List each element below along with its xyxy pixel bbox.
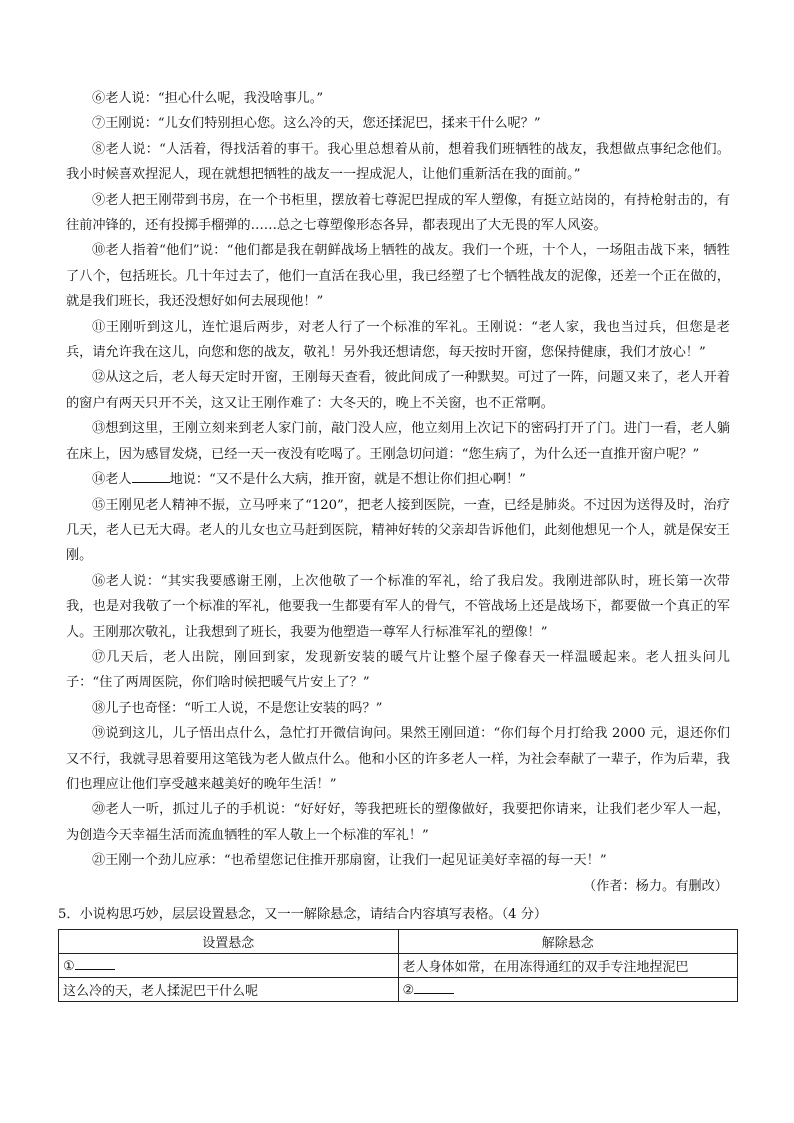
- paragraph-8: [66, 137, 730, 188]
- paragraph-number: ⑯: [92, 573, 106, 589]
- paragraph-number: ⑬: [92, 421, 106, 437]
- paragraph-text: 想到这里，王刚立刻来到老人家门前，敲门没人应，他立刻用上次记下的密码打开了门。进门一看，老人躺在床上，因为感冒发烧，已经一天一夜没有吃喝了。王刚急切问道：“您生病了，为什么还一直推开窗户呢？”: [66, 421, 730, 462]
- question-5: 5．小说构思巧妙，层层设置悬念，又一一解除悬念，请结合内容填写表格。（4 分）: [58, 907, 548, 922]
- table-cell-answer[interactable]: [59, 954, 399, 978]
- table-header: 解除悬念: [398, 930, 738, 954]
- paragraph-number: ⑰: [92, 649, 107, 665]
- paragraph-17: [66, 645, 730, 696]
- paragraph-text: 老人一听，抓过儿子的手机说：“好好好，等我把班长的塑像做好，我要把你请来，让我们老少军人一起，为创造今天幸福生活而流血牺牲的军人敬上一个标准的军礼！”: [66, 802, 730, 843]
- paragraph-number: ⑦: [92, 116, 106, 132]
- paragraph-18: [66, 696, 730, 721]
- paragraph-10: [66, 238, 730, 314]
- paragraph-text: 老人说：“其实我要感谢王刚，上次他敬了一个标准的军礼，给了我启发。我刚进部队时，班长第一次带我，也是对我敬了一个标准的军礼，他要我一生都要有军人的骨气，不管战场上还是战场下，都要做一个真正的军人。王刚那次敬礼，让我想到了班长，我要为他塑造一尊军人行标准军礼的塑像！”: [66, 573, 730, 640]
- table-cell: 这么冷的天，老人揉泥巴干什么呢: [59, 978, 399, 1002]
- paragraph-number: ⑨: [92, 192, 106, 208]
- paragraph-number: ⑪: [92, 319, 106, 335]
- paragraph-text: 王刚见老人精神不振，立马呼来了“120”，把老人接到医院，一查，已经是肺炎。不过因为送得及时，治疗几天，老人已无大碍。老人的儿女也立马赶到医院，精神好转的父亲却告诉他们，此刻他想见一个人，就是保安王刚。: [66, 497, 731, 564]
- paragraph-11: [66, 315, 730, 366]
- paragraph-6: [66, 86, 730, 111]
- table-cell: 老人身体如常，在用冻得通红的双手专注地捏泥巴: [398, 954, 738, 978]
- table-header: 设置悬念: [59, 930, 399, 954]
- author-credit: （作者：杨力。有删改）: [582, 878, 728, 894]
- paragraph-text: 说到这儿，儿子悟出点什么，急忙打开微信询问。果然王刚回道：“你们每个月打给我 2000 元，退还你们又不行，我就寻思着要用这笔钱为老人做点什么。他和小区的许多老人一样，为社会奉献了一辈子，作为后辈，我们也理应让他们享受越来越美好的晚年生活！”: [66, 726, 731, 792]
- paragraph-text: 王刚听到这儿，连忙退后两步，对老人行了一个标准的军礼。王刚说：“老人家，我也当过兵，但您是老兵，请允许我在这儿，向您和您的战友，敬礼！另外我还想请您，每天按时开窗，您保持健康，我们才放心！”: [66, 319, 730, 361]
- paragraph-text: 老人指着“他们”说：“他们都是我在朝鲜战场上牺牲的战友。我们一个班，十个人，一场阻击战下来，牺牲了八个，包括班长。几十年过去了，他们一直活在我心里，我已经塑了七个牺牲战友的泥像，还差一个正在做的，就是我们班长，我还没想好如何去展现他！”: [66, 243, 730, 310]
- paragraph-text: 地说：“又不是什么大病，推开窗，就是不想让你们担心啊！”: [169, 472, 526, 488]
- table-row: [59, 954, 738, 978]
- answer-number: ②: [402, 983, 415, 998]
- answer-line: [414, 981, 454, 994]
- paragraph-text-before: 老人: [105, 472, 132, 488]
- paragraph-7: [66, 111, 730, 136]
- paragraph-number: ⑧: [92, 141, 106, 157]
- paragraph-12: [66, 365, 730, 416]
- paragraph-19: [66, 721, 730, 797]
- paragraph-14: [66, 467, 730, 492]
- story-text: [58, 86, 731, 1002]
- paragraph-16: [66, 569, 730, 645]
- paragraph-20: [66, 797, 730, 848]
- paragraph-text: 几天后，老人出院，刚回到家，发现新安装的暖气片让整个屋子像春天一样温暖起来。老人扭头问儿子：“住了两周医院，你们啥时候把暖气片安上了？”: [66, 649, 730, 691]
- paragraph-15: [66, 493, 730, 569]
- table-header-row: [59, 930, 738, 954]
- paragraph-number: ⑫: [92, 370, 106, 386]
- paragraph-number: ⑱: [92, 700, 106, 716]
- answer-line: [75, 957, 115, 970]
- paragraph-text: 老人把王刚带到书房，在一个书柜里，摆放着七尊泥巴捏成的军人塑像，有挺立站岗的，有持枪射击的，有往前冲锋的，还有投掷手榴弹的……总之七尊塑像形态各异，都表现出了大无畏的军人风姿。: [66, 192, 730, 234]
- paragraph-number: ⑳: [92, 802, 106, 818]
- table-cell-answer[interactable]: [398, 978, 738, 1002]
- paragraph-number: ㉑: [92, 853, 106, 869]
- answer-table: [58, 929, 738, 1002]
- paragraph-number: ⑭: [92, 472, 106, 488]
- fill-blank: [132, 470, 170, 483]
- paragraph-text: 王刚说：“儿女们特别担心您。这么冷的天，您还揉泥巴，揉来干什么呢？”: [105, 116, 541, 132]
- paragraph-9: [66, 188, 730, 239]
- paragraph-number: ⑲: [92, 726, 106, 742]
- paragraph-text: 王刚一个劲儿应承：“也希望您记住推开那扇窗，让我们一起见证美好幸福的每一天！”: [105, 853, 607, 869]
- paragraph-text: 儿子也奇怪：“听工人说，不是您让安装的吗？”: [105, 700, 383, 716]
- paragraph-number: ⑥: [92, 91, 106, 106]
- paragraph-21: [66, 848, 730, 873]
- paragraph-number: ⑩: [92, 243, 106, 259]
- table-row: [59, 978, 738, 1002]
- paragraph-text: 从这之后，老人每天定时开窗，王刚每天查看，彼此间成了一种默契。可过了一阵，问题又来了，老人开着的窗户有两天只开不关，这又让王刚作难了：大冬天的，晚上不关窗，也不正常啊。: [66, 370, 730, 411]
- paragraph-number: ⑮: [92, 497, 106, 513]
- paragraph-text: 老人说：“人活着，得找活着的事干。我心里总想着从前，想着我们班牺牲的战友，我想做点事纪念他们。我小时候喜欢捏泥人，现在就想把牺牲的战友一一捏成泥人，让他们重新活在我的面前。”: [66, 141, 730, 183]
- paragraph-text: 老人说：“担心什么呢，我没啥事儿。”: [105, 91, 324, 106]
- answer-number: ①: [63, 959, 75, 974]
- paragraph-13: [66, 416, 730, 467]
